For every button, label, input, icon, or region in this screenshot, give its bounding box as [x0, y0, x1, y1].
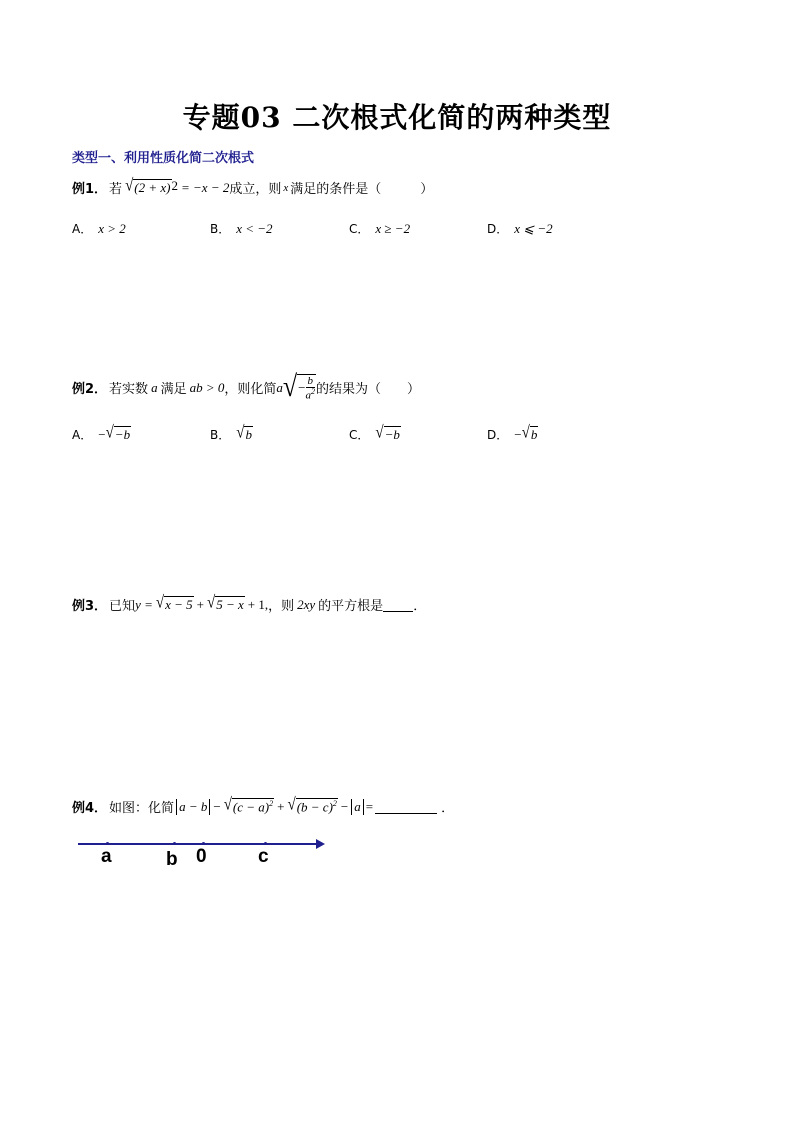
- option-letter: C．: [349, 428, 370, 442]
- radicand: −b: [384, 427, 400, 442]
- q1-option-d[interactable]: [487, 220, 553, 237]
- option-letter: A．: [72, 222, 93, 236]
- fraction: [306, 375, 316, 402]
- q2-option-d[interactable]: [487, 423, 538, 443]
- radical-icon: √: [206, 593, 216, 612]
- sqrt-expression: [105, 423, 132, 443]
- option-letter: B．: [210, 428, 231, 442]
- question-label: 例1．: [72, 182, 108, 197]
- sqrt-expression: [223, 795, 274, 815]
- q2-option-c[interactable]: [349, 423, 401, 443]
- expression: 2xy: [297, 596, 316, 612]
- answer-blank[interactable]: [383, 598, 413, 612]
- radical-icon: √: [282, 369, 298, 403]
- absolute-value: [176, 799, 210, 815]
- equation-rhs: = −x − 2: [181, 179, 230, 195]
- question-text: ，则化简: [224, 382, 277, 398]
- sqrt-expression: [375, 423, 401, 443]
- radicand-text: (b − c): [296, 799, 333, 815]
- point-label-c: c: [258, 846, 269, 867]
- radical-icon: √: [105, 423, 114, 442]
- radical-icon: √: [125, 176, 134, 195]
- page-title: 专题03 二次根式化简的两种类型: [182, 101, 612, 134]
- q2-option-a[interactable]: [72, 423, 131, 443]
- section-heading: 类型一、利用性质化简二次根式: [72, 151, 255, 166]
- radical-icon: √: [236, 423, 245, 442]
- abs-content: a − b: [179, 798, 208, 814]
- option-letter: B．: [210, 222, 231, 236]
- radicand: b: [530, 427, 538, 442]
- exponent: 2: [311, 387, 315, 397]
- radicand: x − 5: [165, 597, 193, 612]
- option-expr: x ⩽ −2: [514, 220, 553, 236]
- radical-icon: √: [375, 423, 384, 442]
- question-text: 满足: [160, 382, 187, 398]
- plus-sign: +: [277, 798, 285, 814]
- point-label-a: a: [101, 846, 112, 867]
- question-text: ，则: [268, 599, 295, 614]
- equals-sign: =: [365, 798, 374, 814]
- coefficient: a: [276, 379, 283, 395]
- absolute-value: [351, 799, 364, 815]
- number-line: [78, 843, 320, 845]
- question-text: 满足的条件是（ ）: [290, 182, 434, 197]
- question-4: [72, 797, 454, 816]
- exponent: 2: [269, 798, 274, 808]
- exponent: 2: [332, 798, 337, 808]
- option-prefix: −: [98, 426, 106, 442]
- radicand: [232, 798, 274, 815]
- question-label: 例4．: [72, 801, 108, 816]
- q1-option-c[interactable]: [349, 220, 410, 237]
- minus-sign: −: [298, 380, 306, 396]
- q1-option-b[interactable]: [210, 220, 273, 237]
- q2-option-b[interactable]: [210, 423, 253, 443]
- sqrt-expression: [155, 593, 194, 613]
- option-expr: x ≥ −2: [375, 220, 411, 236]
- radical-icon: √: [521, 423, 530, 442]
- question-label: 例3．: [72, 599, 108, 614]
- radicand: (2 + x): [134, 180, 171, 195]
- radicand: −b: [114, 427, 131, 442]
- question-text: 的平方根是: [318, 599, 384, 614]
- question-text: 的结果为（ ）: [316, 382, 421, 398]
- minus-sign: −: [340, 798, 349, 814]
- option-expr: x < −2: [236, 220, 273, 236]
- answer-blank[interactable]: [375, 800, 437, 814]
- abs-content: a: [354, 798, 361, 814]
- sqrt-expression: [206, 593, 245, 613]
- point-a-tick: [106, 842, 109, 845]
- question-text: 若: [109, 182, 123, 197]
- sqrt-expression: [287, 795, 337, 815]
- question-text: 若实数: [109, 382, 149, 398]
- point-0-tick: [202, 842, 205, 845]
- denominator-base: a: [305, 389, 311, 402]
- point-label-0: 0: [196, 846, 207, 867]
- option-expr: x > 2: [98, 220, 126, 236]
- plus-sign: +: [196, 596, 204, 612]
- question-text: 成立，则: [229, 182, 282, 197]
- minus-sign: −: [213, 798, 221, 814]
- radicand: [296, 798, 338, 815]
- sqrt-expression: [236, 423, 253, 443]
- arrow-right-icon: [316, 839, 325, 849]
- radical-icon: √: [223, 795, 232, 814]
- question-2: [72, 369, 421, 403]
- point-label-b: b: [166, 849, 178, 870]
- radical-icon: √: [287, 795, 296, 814]
- sqrt-expression: [125, 176, 171, 196]
- question-end: ．: [441, 801, 455, 816]
- exponent: 2: [171, 178, 178, 193]
- question-text: 如图：化简: [109, 801, 175, 816]
- option-letter: A．: [72, 428, 93, 442]
- option-letter: C．: [349, 222, 370, 236]
- radical-icon: √: [155, 593, 165, 612]
- question-end: ．: [413, 599, 427, 614]
- radicand: 5 − x: [216, 597, 244, 612]
- point-b-tick: [173, 842, 176, 845]
- fraction-denominator: [306, 388, 316, 402]
- fraction-numerator: b: [307, 375, 313, 387]
- question-label: 例2．: [72, 382, 108, 398]
- condition: ab > 0: [189, 379, 225, 395]
- q1-option-a[interactable]: [72, 220, 126, 237]
- point-c-tick: [264, 842, 267, 845]
- question-text: 已知: [109, 599, 136, 614]
- question-1: [72, 178, 433, 197]
- radicand: b: [245, 427, 252, 442]
- question-3: [72, 595, 426, 614]
- sqrt-expression: [521, 423, 539, 443]
- option-prefix: −: [514, 426, 522, 442]
- equation-lhs: y =: [135, 596, 153, 612]
- option-letter: D．: [487, 428, 509, 442]
- variable: a: [151, 379, 158, 395]
- sqrt-expression: [282, 369, 316, 403]
- variable: x: [283, 181, 289, 194]
- radicand-text: (c − a): [232, 799, 270, 815]
- equation-tail: + 1,: [247, 596, 269, 612]
- option-letter: D．: [487, 222, 509, 236]
